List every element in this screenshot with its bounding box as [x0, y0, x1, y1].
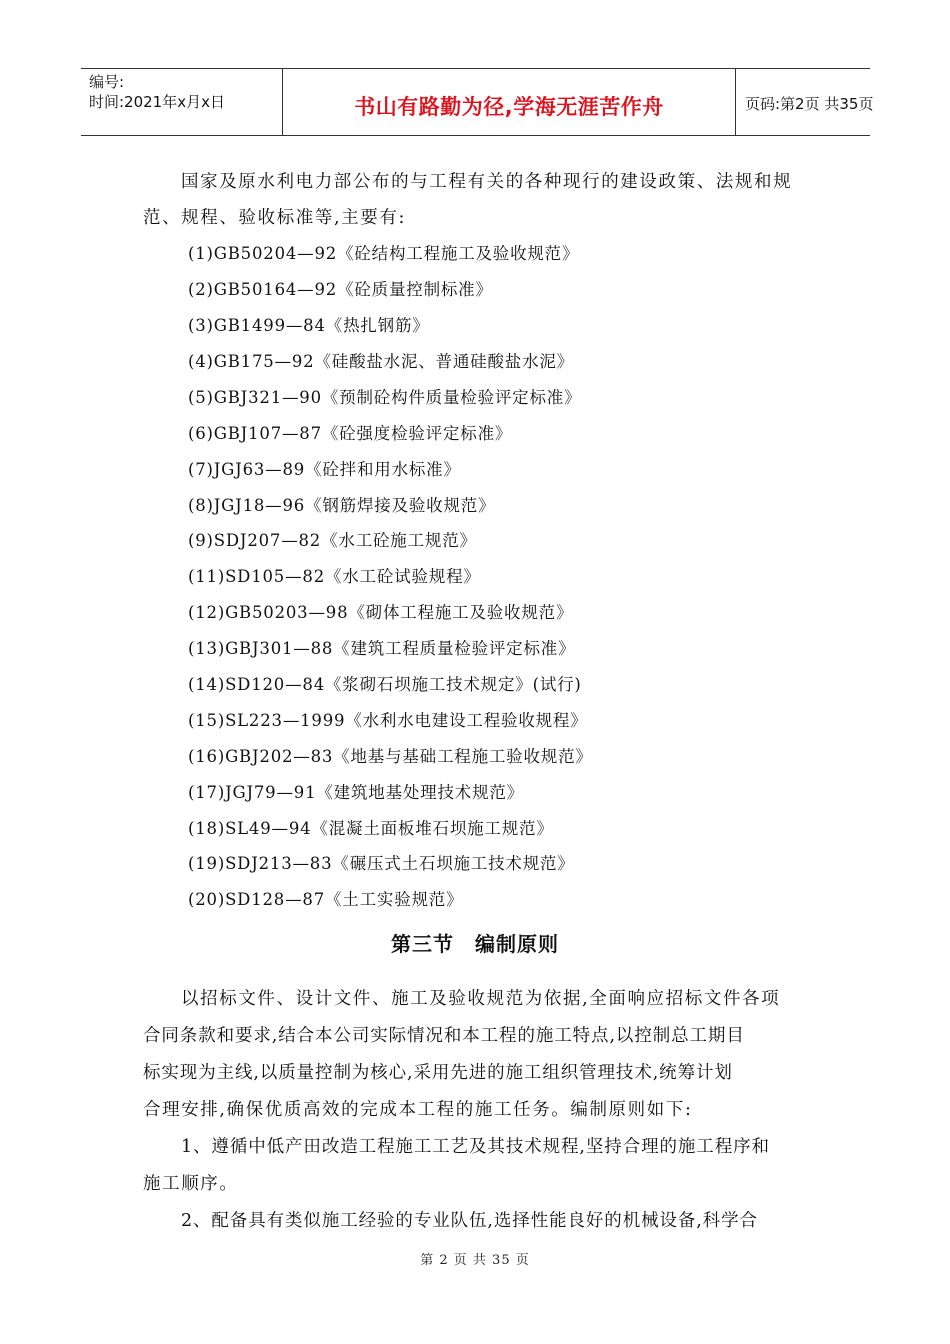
reference-item: (15)SL223—1999《水利水电建设工程验收规程》 [188, 711, 588, 730]
reference-item: (1)GB50204—92《砼结构工程施工及验收规范》 [188, 244, 580, 263]
section-title: 第三节 编制原则 [391, 932, 559, 956]
header-motto: 书山有路勤为径,学海无涯苦作舟 [354, 95, 664, 119]
reference-item: (7)JGJ63—89《砼拌和用水标准》 [188, 460, 461, 479]
header-motto-cell [282, 69, 736, 135]
paragraph-line: 以招标文件、设计文件、施工及验收规范为依据,全面响应招标文件各项 [181, 989, 781, 1009]
reference-item: (20)SD128—87《土工实验规范》 [188, 890, 464, 909]
page-footer: 第 2 页 共 35 页 [420, 1253, 530, 1268]
paragraph-line: 2、配备具有类似施工经验的专业队伍,选择性能良好的机械设备,科学合 [181, 1211, 758, 1231]
reference-item: (6)GBJ107—87《砼强度检验评定标准》 [188, 424, 513, 443]
intro-line-1: 国家及原水利电力部公布的与工程有关的各种现行的建设政策、法规和规 [181, 172, 793, 192]
reference-item: (14)SD120—84《浆砌石坝施工技术规定》(试行) [188, 675, 582, 694]
reference-item: (16)GBJ202—83《地基与基础工程施工验收规范》 [188, 747, 593, 766]
reference-item: (9)SDJ207—82《水工砼施工规范》 [188, 531, 477, 550]
paragraph-line: 合同条款和要求,结合本公司实际情况和本工程的施工特点,以控制总工期目 [143, 1026, 745, 1046]
reference-item: (4)GB175—92《硅酸盐水泥、普通硅酸盐水泥》 [188, 352, 574, 371]
header-page-cell [737, 69, 874, 135]
reference-item: (12)GB50203—98《砌体工程施工及验收规范》 [188, 603, 574, 622]
reference-item: (2)GB50164—92《砼质量控制标准》 [188, 280, 493, 299]
reference-item: (11)SD105—82《水工砼试验规程》 [188, 567, 481, 586]
reference-item: (8)JGJ18—96《钢筋焊接及验收规范》 [188, 496, 496, 515]
document-number: 编号: [89, 73, 125, 91]
paragraph-line: 标实现为主线,以质量控制为核心,采用先进的施工组织管理技术,统筹计划 [143, 1063, 733, 1083]
paragraph-line: 合理安排,确保优质高效的完成本工程的施工任务。编制原则如下: [143, 1100, 693, 1120]
document-date: 时间:2021年x月x日 [89, 93, 225, 111]
reference-item: (13)GBJ301—88《建筑工程质量检验评定标准》 [188, 639, 576, 658]
header-page-code: 页码:第2页 共35页 [745, 95, 874, 113]
reference-item: (19)SDJ213—83《碾压式土石坝施工技术规范》 [188, 854, 575, 873]
header-meta-cell [81, 69, 281, 135]
page-header [81, 68, 874, 136]
reference-item: (3)GB1499—84《热扎钢筋》 [188, 316, 430, 335]
reference-item: (17)JGJ79—91《建筑地基处理技术规范》 [188, 783, 524, 802]
reference-item: (18)SL49—94《混凝土面板堆石坝施工规范》 [188, 819, 554, 838]
reference-item: (5)GBJ321—90《预制砼构件质量检验评定标准》 [188, 388, 582, 407]
paragraph-line: 施工顺序。 [143, 1174, 239, 1194]
intro-line-2: 范、规程、验收标准等,主要有: [143, 208, 406, 228]
paragraph-line: 1、遵循中低产田改造工程施工工艺及其技术规程,坚持合理的施工程序和 [181, 1137, 770, 1157]
